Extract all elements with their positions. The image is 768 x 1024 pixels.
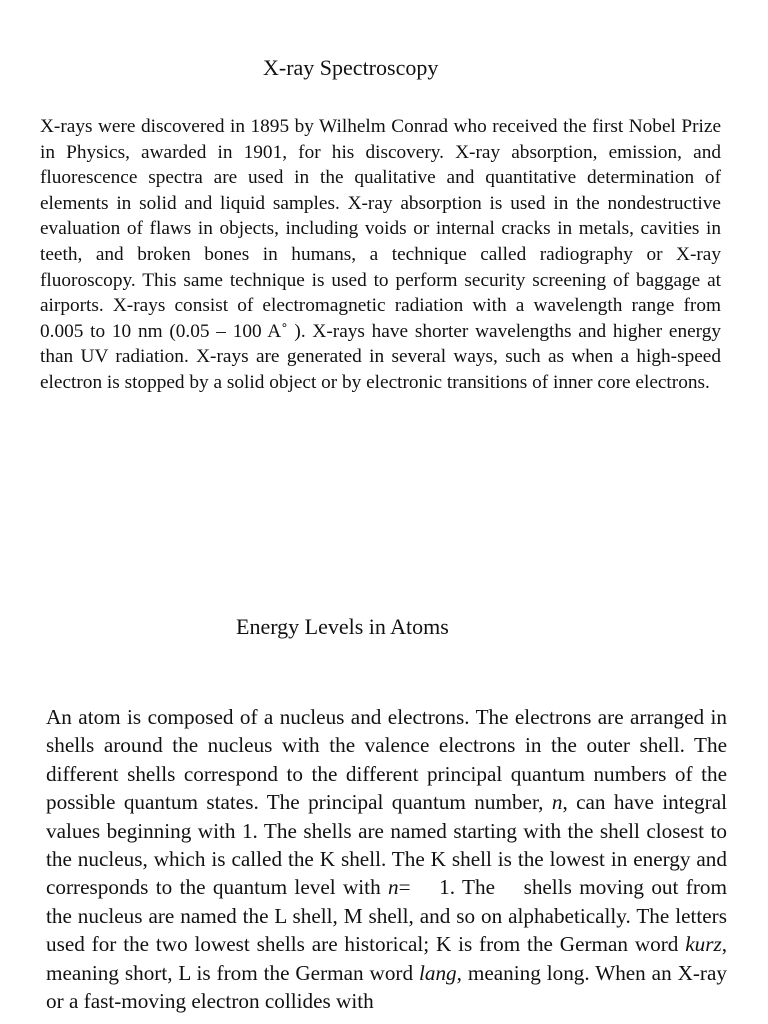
paragraph-xray-intro: X-rays were discovered in 1895 by Wilhelm Conrad who received the first Nobel Prize in Physics, awarded in 1901, for his discovery. X-ray absorption, emission, and fluorescence spectra are used in the qualitative and quantitative determination of elements in solid and liquid samples. X-ray absorption is used in the nondestructive evaluation of flaws in objects, including voids or internal cracks in metals, cavities in teeth, and broken bones in humans, a technique called radiography or X-ray fluoroscopy. This same technique is used to perform security screening of baggage at airports. X-rays consist of electromagnetic radiation with a wavelength range from 0.005 to 10 nm (0.05 – 100 A˚ ). X-rays have shorter wavelengths and higher energy than UV radiation. X-rays are generated in several ways, such as when a high-speed electron is stopped by a solid object or by electronic transitions of inner core electrons. <box>40 116 721 393</box>
term-kurz: kurz <box>685 932 722 957</box>
text-run: , meaning long. When an X-ray or a fast-moving electron collides with <box>46 960 727 1014</box>
text-run: An atom is composed of a nucleus and electrons. The electrons are arranged in shells around the nucleus with the valence electrons in the outer shell. The different shells correspond to the different principal quantum numbers of the possible quantum states. The principal quantum number, <box>46 705 727 815</box>
variable-n: n <box>551 790 563 815</box>
section-title-energy-levels: Energy Levels in Atoms <box>236 614 449 639</box>
variable-n: n <box>388 875 399 900</box>
section-title-xray-spectroscopy: X-ray Spectroscopy <box>263 55 439 80</box>
paragraph-energy-levels <box>46 703 727 1015</box>
text-run: = 1. The shells moving out from the nucleus are named the L shell, M shell, and so on alphabetically. The letters used for the two lowest shells are historical; K is from the German word <box>46 875 727 957</box>
term-lang: lang <box>418 960 457 985</box>
text-run: , meaning short, L is from the German word <box>46 932 727 985</box>
text-run: , can have integral values beginning with 1. The shells are named starting with the shell closest to the nucleus, which is called the K shell. The K shell is the lowest in energy and corresponds to the quantum level with <box>46 790 728 900</box>
